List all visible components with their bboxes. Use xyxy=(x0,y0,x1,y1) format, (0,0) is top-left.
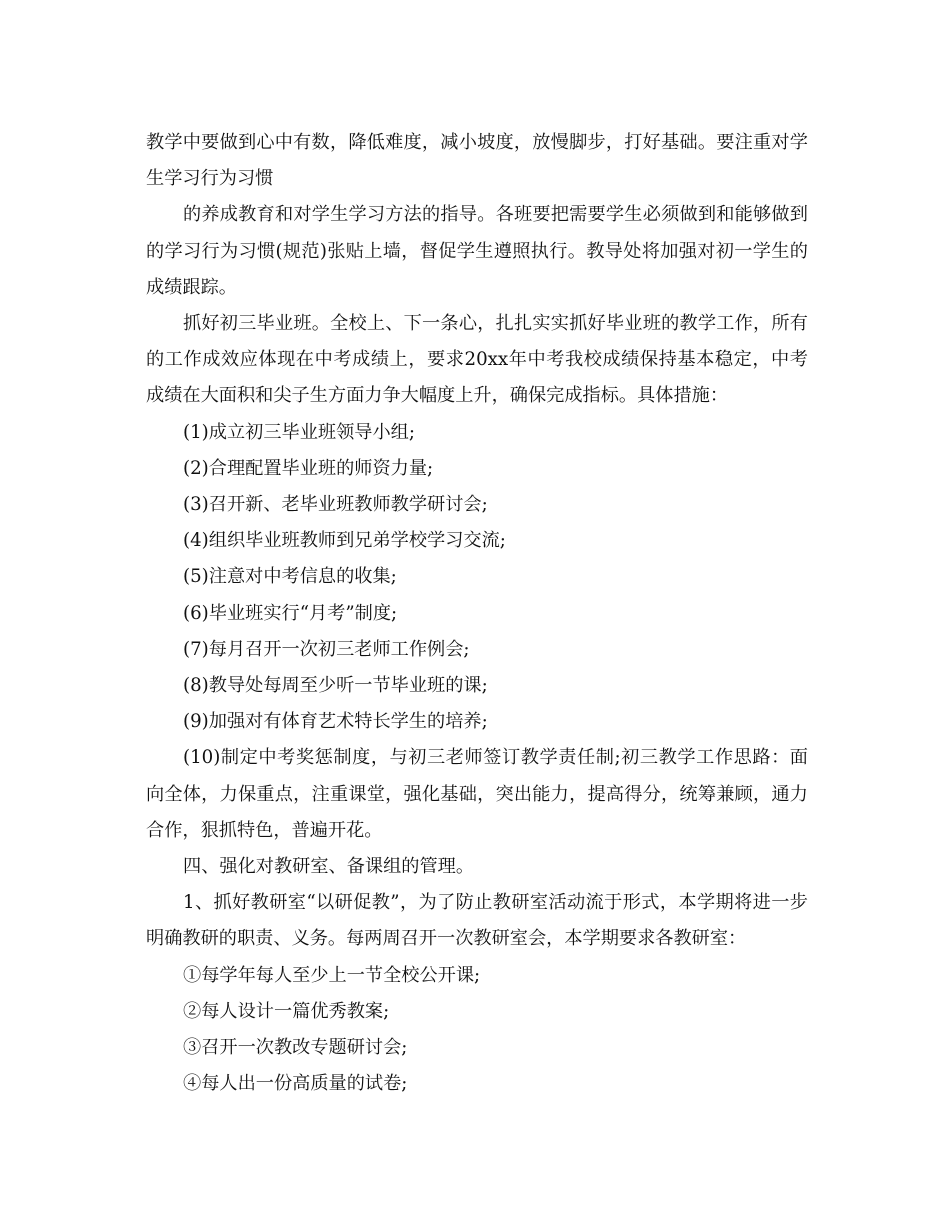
section-heading-4: 四、强化对教研室、备课组的管理。 xyxy=(183,856,475,878)
paragraph-habit-guidance: 的养成教育和对学生学习方法的指导。各班要把需要学生必须做到和能够做到的学习行为习惯(规范)张贴上墙，督促学生遵照执行。教导处将加强对初一学生的成绩跟踪。 xyxy=(146,204,808,298)
measure-item-1: (1)成立初三毕业班领导小组; xyxy=(183,421,415,443)
measure-item-10: (10)制定中考奖惩制度，与初三老师签订教学责任制;初三教学工作思路：面向全体，力保重点，注重课堂，强化基础，突出能力，提高得分，统筹兼顾，通力合作，狠抓特色，普遍开花。 xyxy=(146,747,808,841)
requirement-item-1: ①每学年每人至少上一节全校公开课; xyxy=(183,964,481,986)
measure-item-4: (4)组织毕业班教师到兄弟学校学习交流; xyxy=(183,530,506,552)
measure-item-8: (8)教导处每周至少听一节毕业班的课; xyxy=(183,675,488,697)
requirement-item-2: ②每人设计一篇优秀教案; xyxy=(183,1000,390,1022)
paragraph-continuation: 教学中要做到心中有数，降低难度，减小坡度，放慢脚步，打好基础。要注重对学生学习行为习惯 xyxy=(146,132,808,190)
measure-item-3: (3)召开新、老毕业班教师教学研讨会; xyxy=(183,494,488,516)
requirement-item-3: ③召开一次教改专题研讨会; xyxy=(183,1037,408,1059)
measure-item-2: (2)合理配置毕业班的师资力量; xyxy=(183,457,434,479)
measure-item-9: (9)加强对有体育艺术特长学生的培养; xyxy=(183,711,488,733)
measure-item-6: (6)毕业班实行“月考”制度; xyxy=(183,602,398,624)
requirement-item-4: ④每人出一份高质量的试卷; xyxy=(183,1073,408,1095)
measure-item-7: (7)每月召开一次初三老师工作例会; xyxy=(183,638,470,660)
measure-item-5: (5)注意对中考信息的收集; xyxy=(183,566,397,588)
paragraph-research-office: 1、抓好教研室“以研促教”，为了防止教研室活动流于形式，本学期将进一步明确教研的职责、义务。每两周召开一次教研室会，本学期要求各教研室： xyxy=(146,892,808,950)
paragraph-graduating-class: 抓好初三毕业班。全校上、下一条心，扎扎实实抓好毕业班的教学工作，所有的工作成效应体现在中考成绩上，要求20xx年中考我校成绩保持基本稳定，中考成绩在大面积和尖子生方面力争大幅度上升，确保完成指标。具体措施： xyxy=(146,313,808,407)
document-page xyxy=(146,125,808,1102)
